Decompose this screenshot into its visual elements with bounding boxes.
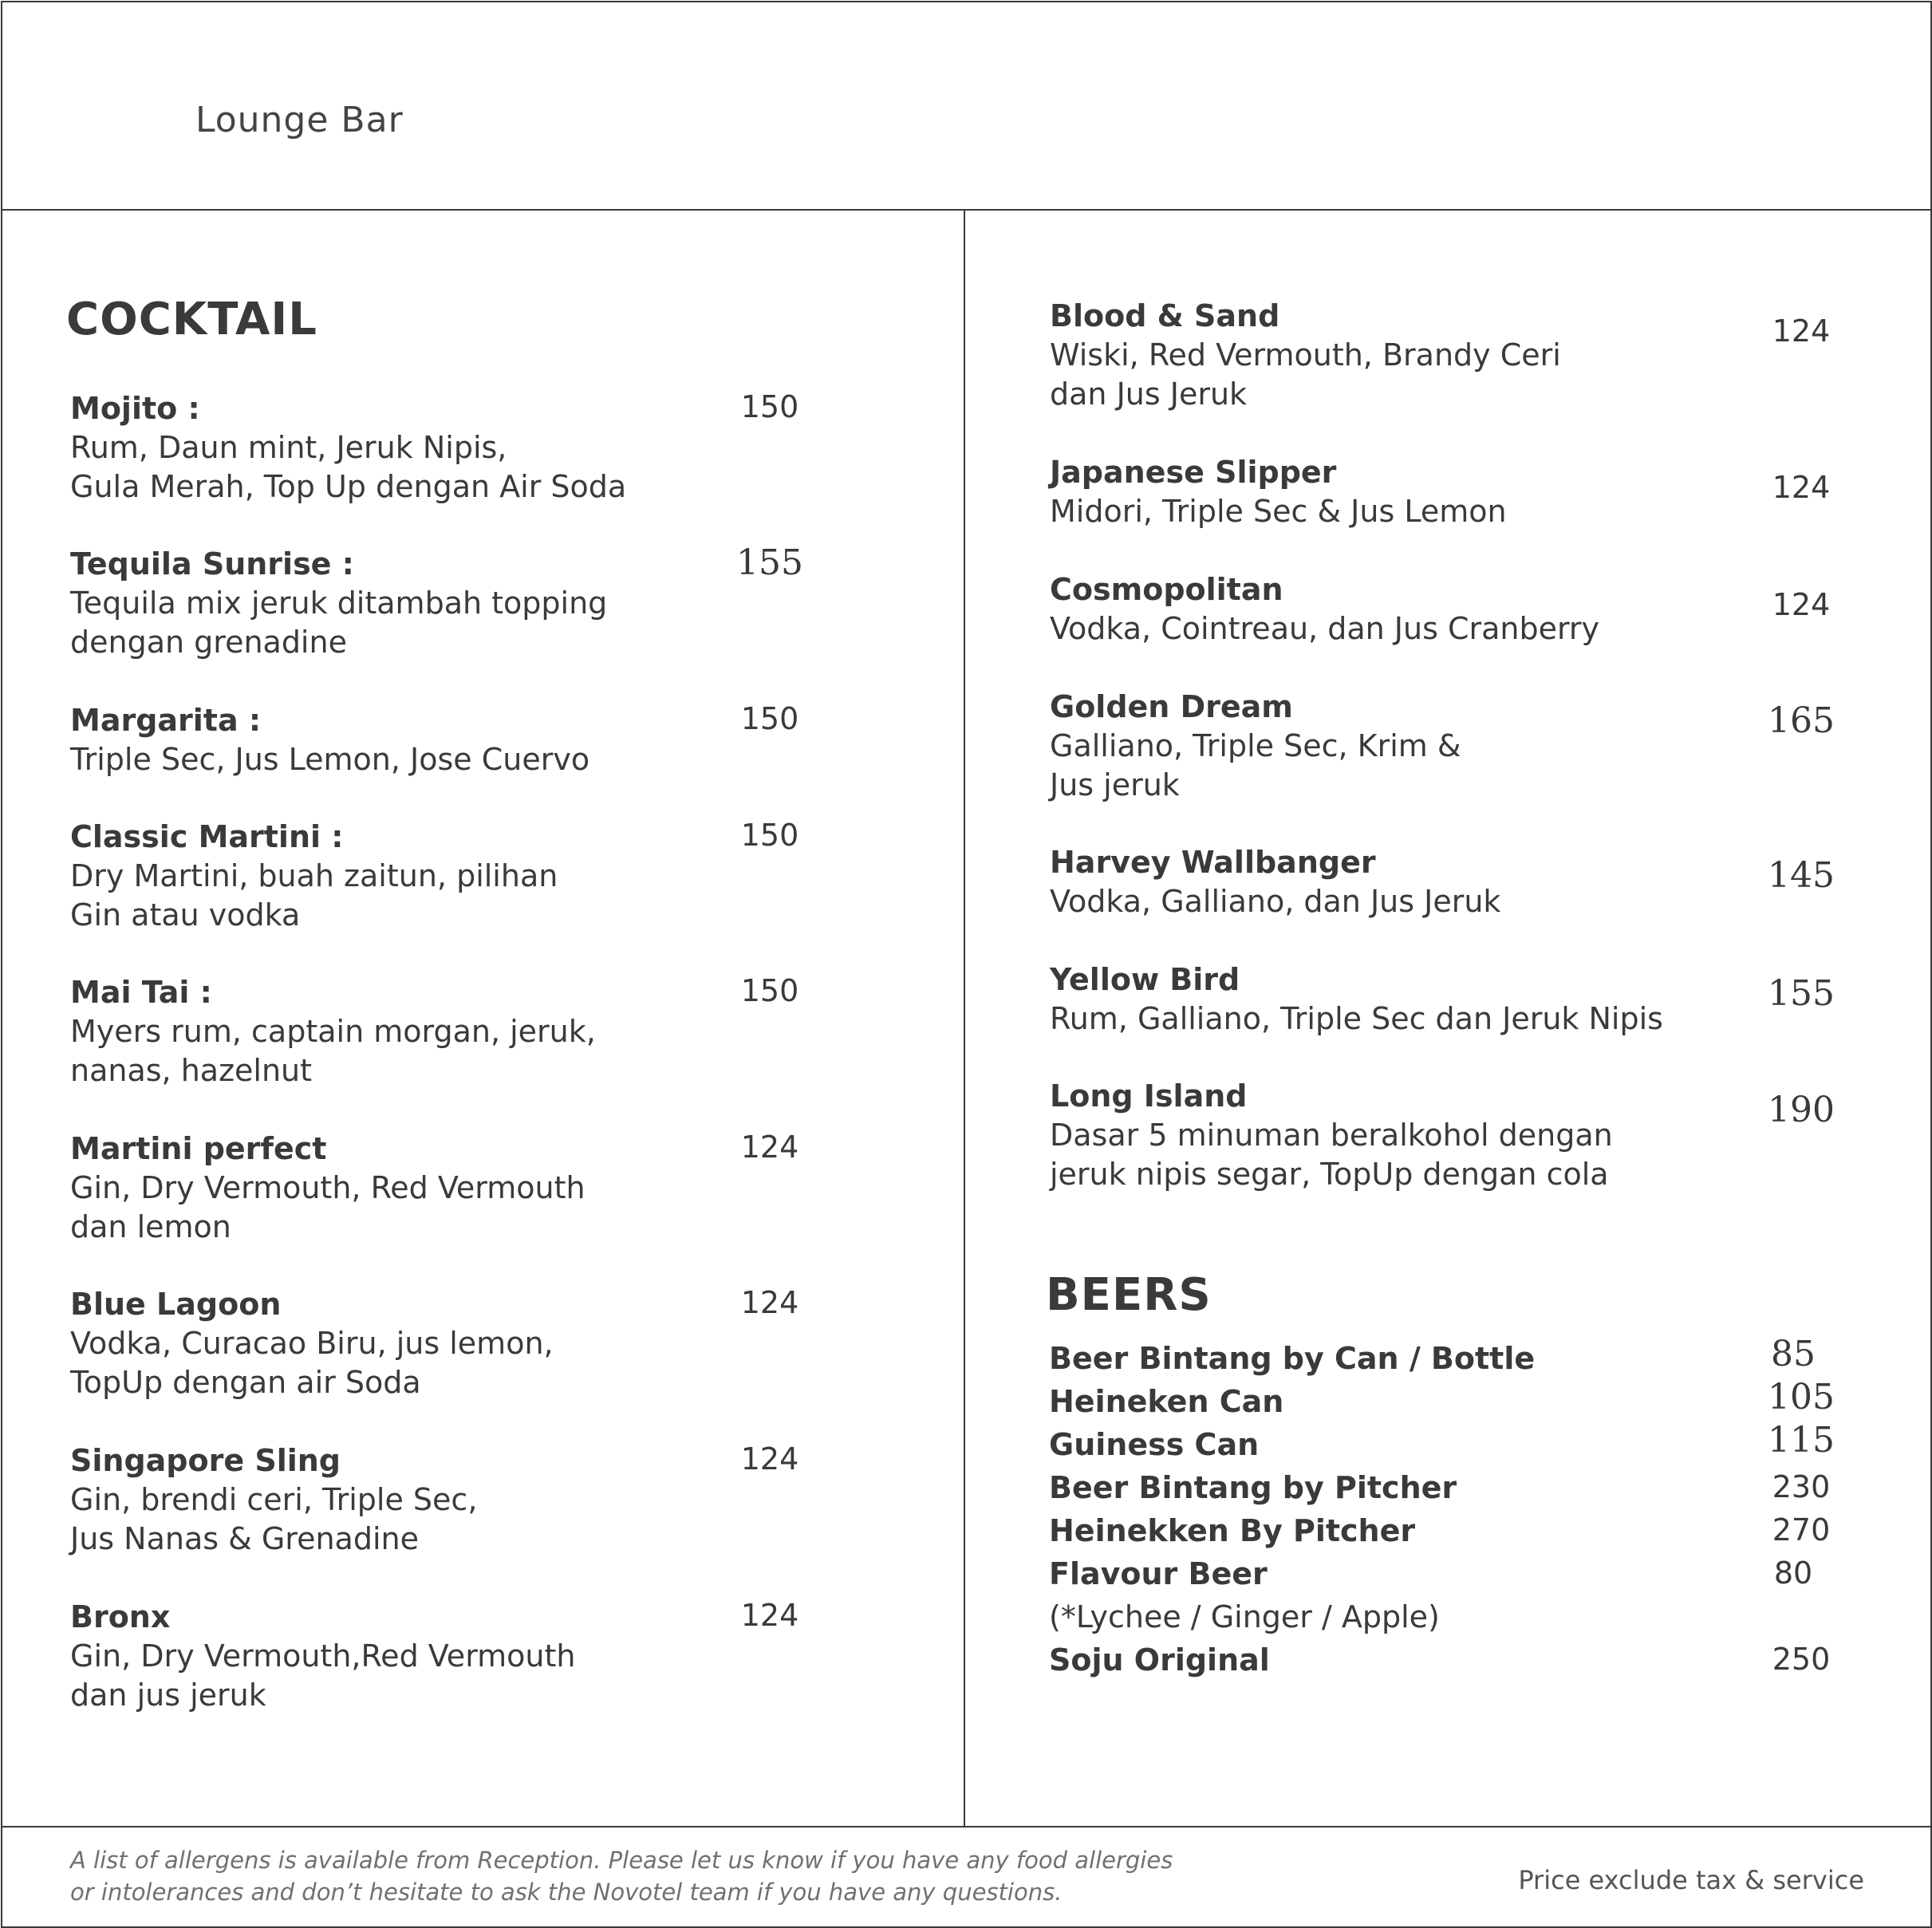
item-price: 124 [1772, 587, 1831, 622]
item-name: Classic Martini : [70, 819, 344, 854]
item-name: Japanese Slipper [1050, 455, 1337, 490]
item-name: Cosmopolitan [1050, 572, 1283, 607]
item-description: Gin, Dry Vermouth, Red Vermouth dan lemon [70, 1170, 586, 1244]
item-description: Triple Sec, Jus Lemon, Jose Cuervo [70, 742, 590, 777]
item-price: 155 [1768, 973, 1835, 1014]
item-name: Blue Lagoon [70, 1287, 282, 1322]
menu-item [1050, 453, 1507, 531]
item-name: Long Island [1050, 1078, 1248, 1114]
item-price: 150 [740, 389, 799, 424]
beer-price: 115 [1768, 1420, 1835, 1461]
item-price: 124 [740, 1441, 799, 1477]
beer-name: Beer Bintang by Pitcher [1049, 1470, 1457, 1505]
item-name: Margarita : [70, 703, 262, 738]
beer-name: Soju Original [1049, 1642, 1270, 1678]
item-description: Wiski, Red Vermouth, Brandy Ceri dan Jus Jeruk [1050, 337, 1561, 412]
item-name: Harvey Wallbanger [1050, 845, 1376, 880]
item-name: Mojito : [70, 391, 200, 426]
menu-item [70, 389, 626, 507]
item-description: Vodka, Galliano, dan Jus Jeruk [1050, 884, 1501, 919]
item-name: Mai Tai : [70, 975, 212, 1010]
menu-item [70, 1441, 477, 1559]
menu-item [1050, 688, 1461, 805]
item-price: 165 [1768, 700, 1835, 741]
item-price: 124 [740, 1130, 799, 1165]
beer-price: 85 [1771, 1334, 1816, 1374]
price-note: Price exclude tax & service [1518, 1865, 1864, 1895]
item-description: Vodka, Curacao Biru, jus lemon, TopUp dengan air Soda [70, 1326, 554, 1400]
item-price: 150 [740, 701, 799, 736]
item-price: 190 [1768, 1090, 1835, 1130]
menu-item [70, 701, 589, 779]
item-price: 150 [740, 973, 799, 1008]
item-description: Gin, brendi ceri, Triple Sec, Jus Nanas & Grenadine [70, 1482, 478, 1556]
item-price: 155 [736, 542, 803, 583]
menu-item [70, 1130, 586, 1247]
item-description: Rum, Daun mint, Jeruk Nipis, Gula Merah, Top Up dengan Air Soda [70, 430, 627, 504]
beer-price: 270 [1772, 1512, 1831, 1548]
item-price: 145 [1768, 855, 1835, 896]
item-price: 124 [740, 1598, 799, 1633]
item-name: Singapore Sling [70, 1443, 341, 1478]
beer-price: 250 [1772, 1642, 1831, 1677]
column-divider [964, 210, 965, 1827]
item-name: Tequila Sunrise : [70, 546, 354, 582]
allergen-note-line: or intolerances and don’t hesitate to ask the Novotel team if you have any questions. [70, 1879, 1063, 1906]
item-description: Galliano, Triple Sec, Krim & Jus jeruk [1050, 728, 1461, 802]
beer-name: Heineken Can [1049, 1384, 1284, 1419]
item-name: Blood & Sand [1050, 298, 1280, 333]
menu-item [1050, 960, 1663, 1039]
cocktail-heading: COCKTAIL [66, 294, 317, 345]
allergen-note [70, 1844, 1173, 1908]
item-description: Midori, Triple Sec & Jus Lemon [1050, 494, 1507, 529]
beer-price: 230 [1772, 1469, 1831, 1504]
item-price: 124 [1772, 470, 1831, 505]
item-name: Bronx [70, 1599, 171, 1634]
beer-price: 105 [1768, 1377, 1835, 1417]
item-name: Yellow Bird [1050, 962, 1240, 997]
item-description: Vodka, Cointreau, dan Jus Cranberry [1050, 611, 1600, 646]
item-name: Golden Dream [1050, 689, 1293, 724]
item-description: Gin, Dry Vermouth,Red Vermouth dan jus jeruk [70, 1638, 576, 1713]
venue-title: Lounge Bar [195, 100, 404, 140]
menu-item [1050, 843, 1500, 921]
menu-item [70, 545, 607, 662]
item-description: Dry Martini, buah zaitun, pilihan Gin atau vodka [70, 858, 558, 932]
allergen-note-line: A list of allergens is available from Reception. Please let us know if you have any food allergies [70, 1847, 1173, 1874]
item-price: 124 [740, 1285, 799, 1320]
beer-price: 80 [1773, 1555, 1813, 1591]
menu-item [70, 973, 596, 1090]
beer-name: Heinekken By Pitcher [1049, 1513, 1416, 1548]
menu-item [1050, 1077, 1613, 1194]
beer-flavour-options: (*Lychee / Ginger / Apple) [1049, 1599, 1440, 1634]
beer-name: Beer Bintang by Can / Bottle [1049, 1341, 1536, 1376]
header-divider [1, 209, 1930, 211]
item-description: Myers rum, captain morgan, jeruk, nanas, hazelnut [70, 1014, 596, 1088]
beer-name: Flavour Beer [1049, 1556, 1268, 1591]
menu-item [70, 1598, 575, 1715]
item-description: Rum, Galliano, Triple Sec dan Jeruk Nipis [1050, 1001, 1663, 1036]
menu-item [1050, 297, 1561, 414]
item-description: Tequila mix jeruk ditambah topping dengan grenadine [70, 585, 608, 660]
beers-heading: BEERS [1046, 1269, 1212, 1321]
menu-item [70, 1285, 554, 1402]
beer-name: Guiness Can [1049, 1427, 1260, 1462]
item-description: Dasar 5 minuman beralkohol dengan jeruk nipis segar, TopUp dengan cola [1050, 1118, 1613, 1192]
menu-item [70, 818, 558, 935]
footer-divider [1, 1826, 1930, 1827]
item-name: Martini perfect [70, 1131, 327, 1166]
item-price: 124 [1772, 313, 1831, 349]
menu-item [1050, 570, 1599, 649]
item-price: 150 [740, 818, 799, 853]
